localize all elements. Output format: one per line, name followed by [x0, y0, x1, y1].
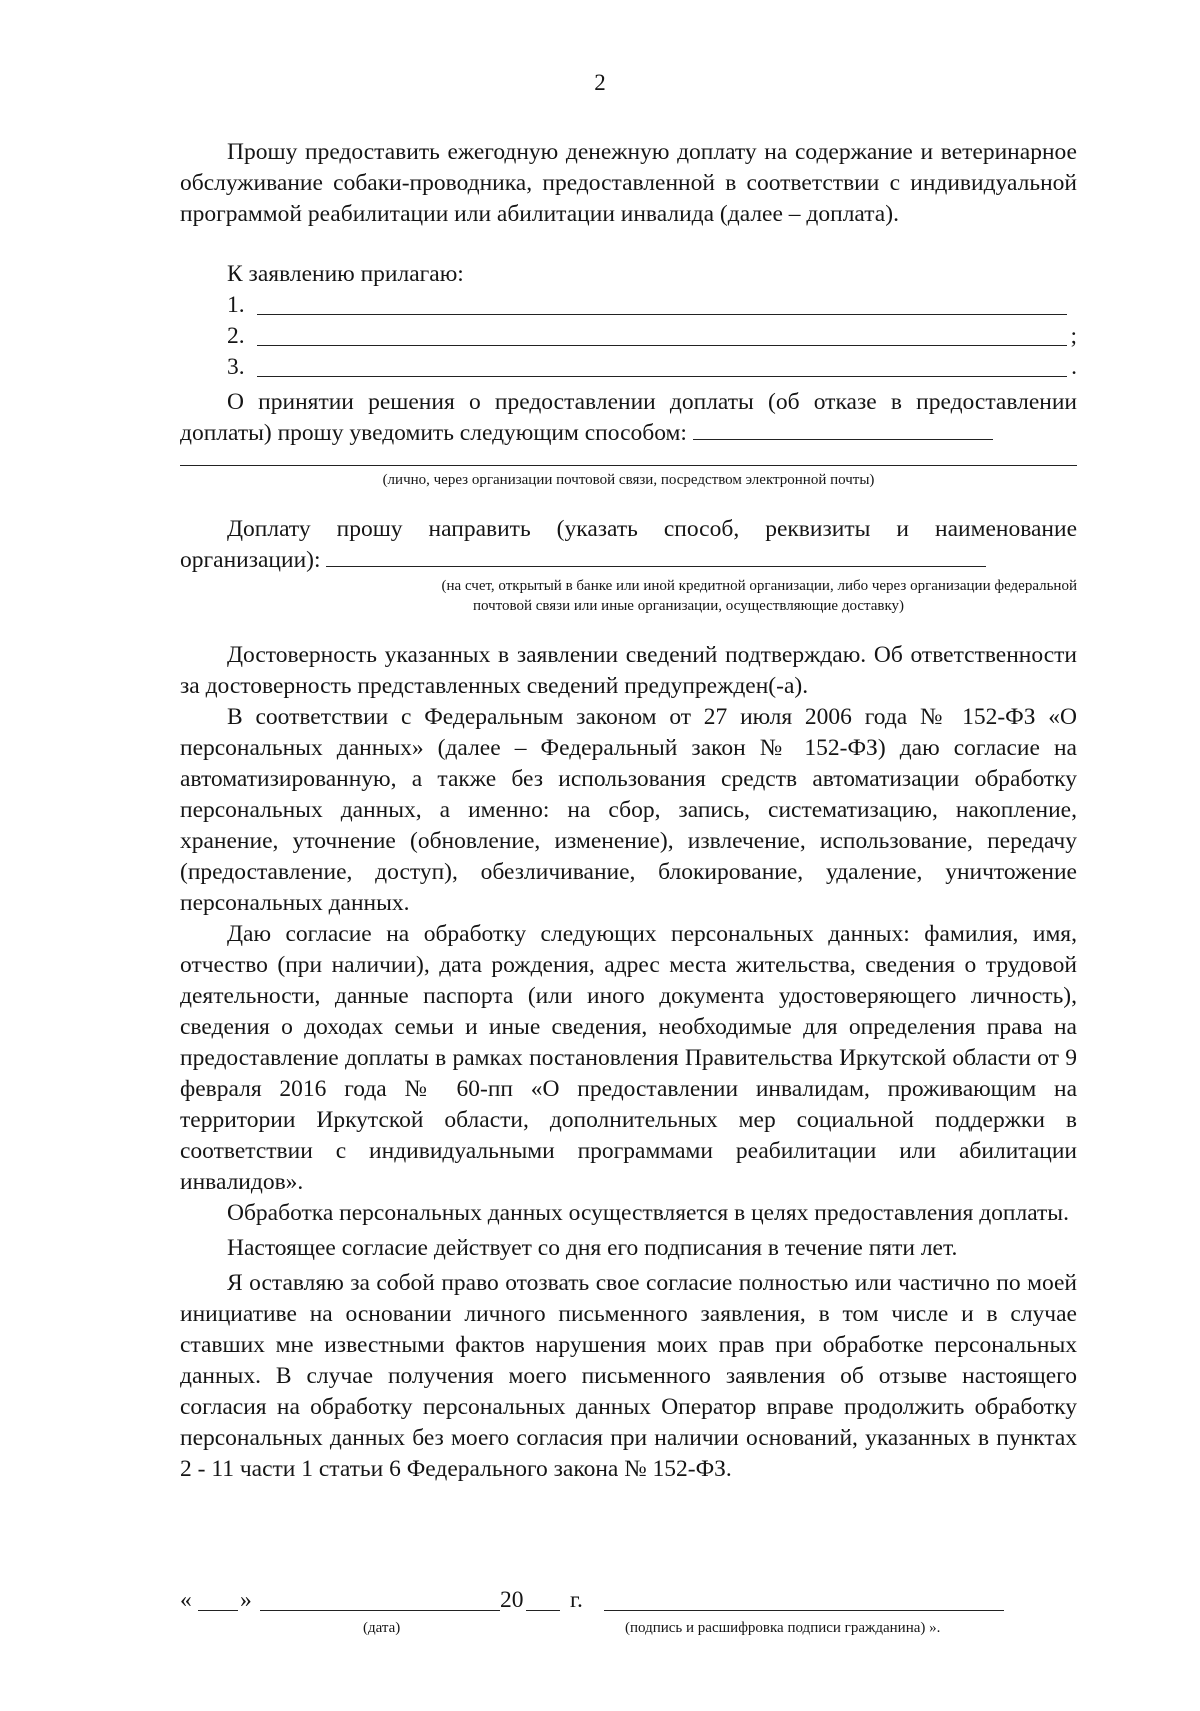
notification-fill-line-2[interactable]	[180, 449, 1077, 466]
consent-law-paragraph: В соответствии с Федеральным законом от 27 июля 2006 года № 152-ФЗ «О персональных данных» (далее – Федеральный закон № 152-ФЗ) даю согласие на автоматизированную, а также без использования средств автоматизации обработку персональных данных, а именно: на сбор, запись, систематизацию, накопление, хранение, уточнение (обновление, изменение), извлечение, использование, передачу (предоставление, доступ), обезличивание, блокирование, удаление, уничтожение персональных данных.	[180, 704, 1077, 916]
quote-close: »	[240, 1587, 252, 1613]
date-caption: (дата)	[363, 1620, 401, 1636]
quote-open: «	[180, 1587, 192, 1613]
reliability-paragraph: Достоверность указанных в заявлении сведений подтверждаю. Об ответственности за достоверность представленных сведений предупрежден(-а).	[180, 642, 1077, 699]
notification-fill-line[interactable]	[693, 421, 993, 440]
attachment-line-2[interactable]	[180, 321, 1077, 352]
attachment-fill-line[interactable]	[257, 292, 1067, 315]
signature-captions	[180, 1614, 1080, 1640]
payment-fill-line[interactable]	[326, 548, 986, 567]
attachment-number: 1.	[227, 292, 245, 318]
processing-purpose-paragraph: Обработка персональных данных осуществляется в целях предоставления доплаты.	[227, 1200, 1069, 1226]
month-fill-line[interactable]	[260, 1609, 500, 1611]
attachment-end-mark: ;	[1070, 323, 1077, 349]
payment-text: Доплату прошу направить (указать способ, реквизиты и наименование организации):	[180, 516, 1077, 573]
request-paragraph: Прошу предоставить ежегодную денежную доплату на содержание и ветеринарное обслуживание собаки-проводника, предоставленной в соответствии с индивидуальной программой реабилитации или абилитации инвалида (далее – доплата).	[180, 139, 1077, 227]
attachments-heading: К заявлению прилагаю:	[227, 261, 464, 287]
payment-caption-line-2: почтовой связи или иные организации, осуществляющие доставку)	[472, 598, 905, 614]
signature-block	[180, 1582, 1080, 1640]
attachment-end-mark: .	[1071, 354, 1077, 380]
payment-caption-line-1: (на счет, открытый в банке или иной кредитной организации, либо через организации федеральной	[441, 578, 1077, 594]
attachment-number: 3.	[227, 354, 245, 380]
document-body	[180, 137, 1077, 1485]
signature-fill-line[interactable]	[604, 1609, 1004, 1611]
year-prefix: 20	[500, 1587, 524, 1613]
page-number: 2	[594, 70, 606, 95]
year-suffix: г.	[570, 1587, 583, 1613]
notification-caption: (лично, через организации почтовой связи, посредством электронной почты)	[382, 472, 875, 488]
payment-paragraph	[180, 514, 1077, 576]
signature-row	[180, 1582, 1080, 1614]
attachment-line-3[interactable]	[180, 352, 1077, 383]
attachment-fill-line[interactable]	[257, 354, 1067, 377]
signature-caption: (подпись и расшифровка подписи гражданина) ».	[625, 1620, 941, 1636]
attachment-line-1[interactable]	[180, 290, 1077, 321]
validity-paragraph: Настоящее согласие действует со дня его подписания в течение пяти лет.	[227, 1235, 958, 1261]
revocation-paragraph: Я оставляю за собой право отозвать свое согласие полностью или частично по моей инициативе на основании личного письменного заявления, в том числе и в случае ставших мне известными фактов нарушения моих прав при обработке персональных данных. В случае получения моего письменного заявления об отзыве настоящего согласия на обработку персональных данных Оператор вправе продолжить обработку персональных данных без моего согласия при наличии оснований, указанных в пунктах 2 - 11 части 1 статьи 6 Федерального закона № 152-ФЗ.	[180, 1270, 1077, 1482]
year-fill-line[interactable]	[526, 1609, 560, 1611]
notification-paragraph	[180, 387, 1077, 449]
attachment-number: 2.	[227, 323, 245, 349]
attachment-fill-line[interactable]	[257, 323, 1067, 346]
day-fill-line[interactable]	[198, 1609, 238, 1611]
notification-text: О принятии решения о предоставлении доплаты (об отказе в предоставлении доплаты) прошу уведомить следующим способом:	[180, 389, 1077, 446]
consent-data-paragraph: Даю согласие на обработку следующих персональных данных: фамилия, имя, отчество (при наличии), дата рождения, адрес места жительства, сведения о трудовой деятельности, данные паспорта (или иного документа удостоверяющего личность), сведения о доходах семьи и иные сведения, необходимые для определения права на предоставление доплаты в рамках постановления Правительства Иркутской области от 9 февраля 2016 года № 60-пп «О предоставлении инвалидам, проживающим на территории Иркутской области, дополнительных мер социальной поддержки в соответствии с индивидуальными программами реабилитации или абилитации инвалидов».	[180, 921, 1077, 1195]
